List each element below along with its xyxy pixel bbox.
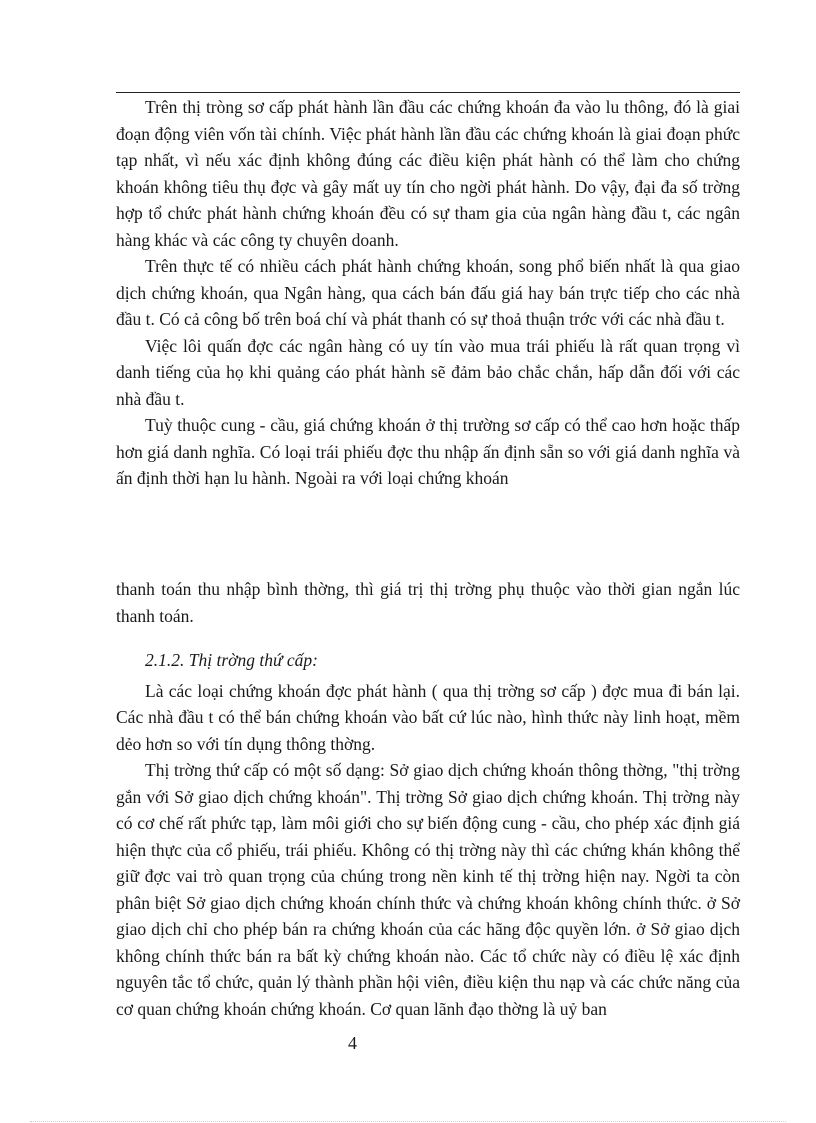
paragraph: Trên thị tròng sơ cấp phát hành lần đầu các chứng khoán đa vào lu thông, đó là giai đoạn động viên vốn tài chính. Việc phát hành lần đầu các chứng khoán là giai đoạn phức tạp nhất, vì nếu xác định không đúng các điều kiện phát hành có thể làm cho chứng khoán không tiêu thụ đợc và gây mất uy tín cho ngời phát hành. Do vậy, đại đa số trờng hợp tổ chức phát hành chứng khoán đều có sự tham gia của ngân hàng đầu t, các ngân hàng khác và các công ty chuyên doanh. xyxy=(116,97,740,250)
paragraph: Trên thực tế có nhiều cách phát hành chứng khoán, song phổ biến nhất là qua giao dịch chứng khoán, qua Ngân hàng, qua cách bán đấu giá hay bán trực tiếp cho các nhà đầu t. Có cả công bố trên boá chí và phát thanh có sự thoả thuận trớc với các nhà đầu t. xyxy=(116,256,740,329)
paragraph-continued: thanh toán thu nhập bình thờng, thì giá trị thị trờng phụ thuộc vào thời gian ngắn lúc thanh toán. xyxy=(116,579,740,626)
paragraph: Việc lôi quấn đợc các ngân hàng có uy tín vào mua trái phiếu là rất quan trọng vì danh tiếng của họ khi quảng cáo phát hành sẽ đảm bảo chắc chắn, hấp dẫn đối với các nhà đầu t. xyxy=(116,335,740,409)
page-number: 4 xyxy=(348,1033,357,1053)
paragraph: Thị trờng thứ cấp có một số dạng: Sở giao dịch chứng khoán thông thờng, "thị trờng gắn với Sở giao dịch chứng khoán". Thị trờng Sở giao dịch chứng khoán. Thị trờng này có cơ chế rất phức tạp, làm môi giới cho sự biến động cung - cầu, cho phép xác định giá hiện thực của cổ phiếu, trái phiếu. Không có thị trờng này thì các chứng khán không thể giữ đợc vai trò quan trọng của chúng trong nền kinh tế thị trờng hiện nay. Ngời ta còn phân biệt Sở giao dịch chứng khoán chính thức và chứng khoán không chính thức. ở Sở giao dịch chỉ cho phép bán ra chứng khoán của các hãng độc quyền lớn. ở Sở giao dịch không chính thức bán ra bất kỳ chứng khoán nào. Các tổ chức này có điều lệ xác định nguyên tắc tổ chức, quản lý thành phần hội viên, điều kiện thu nạp và các chức năng của cơ quan chứng khoán chứng khoán. Cơ quan lãnh đạo thờng là uỷ ban xyxy=(116,760,740,1019)
header-rule xyxy=(116,92,740,93)
body-text-top xyxy=(116,94,740,492)
section-heading: 2.1.2. Thị trờng thứ cấp: xyxy=(145,650,318,670)
paragraph: Tuỳ thuộc cung - cầu, giá chứng khoán ở thị trường sơ cấp có thể cao hơn hoặc thấp hơn giá danh nghĩa. Có loại trái phiếu đợc thu nhập ấn định sẵn so với giá danh nghĩa và ấn định thời hạn lu hành. Ngoài ra với loại chứng khoán xyxy=(116,415,740,488)
bottom-border xyxy=(30,1121,786,1122)
paragraph: Là các loại chứng khoán đợc phát hành ( qua thị trờng sơ cấp ) đợc mua đi bán lại. Các nhà đầu t có thể bán chứng khoán vào bất cứ lúc nào, hình thức này linh hoạt, mềm dẻo hơn so với tín dụng thông thờng. xyxy=(116,680,740,754)
body-text-bottom xyxy=(116,576,740,1022)
